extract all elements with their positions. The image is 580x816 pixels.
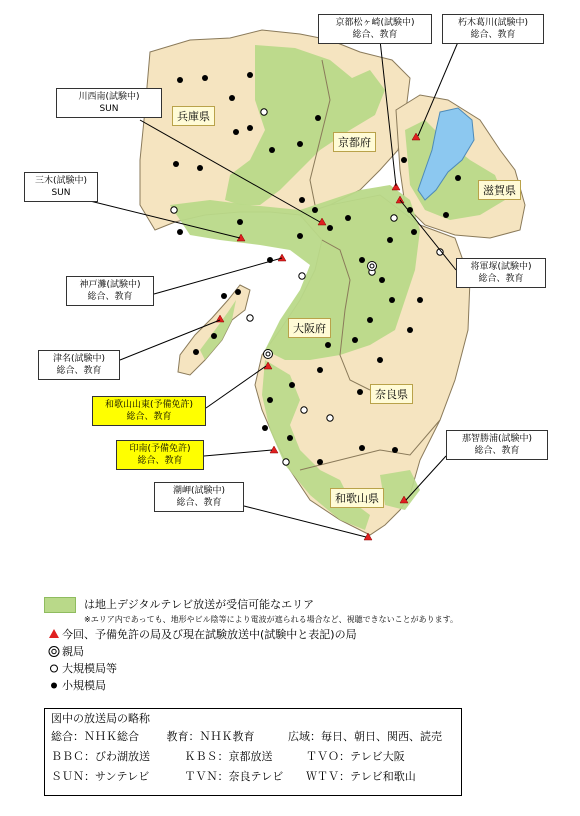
abbreviations-row	[51, 727, 455, 747]
legend-small-text: 小規模局	[62, 679, 106, 692]
callout-sub: 総合、教育	[137, 456, 183, 466]
callout-shogunzuka	[456, 258, 546, 288]
callout-wakayama-santo	[92, 396, 206, 426]
legend-large-text: 大規模局等	[62, 662, 117, 675]
abbr-item: ＫＢＳ：京都放送	[184, 750, 273, 763]
abbr-item: ＷＴＶ：テレビ和歌山	[306, 770, 416, 783]
callout-sub: 総合、教育	[474, 446, 520, 456]
callout-sub: SUN	[99, 104, 119, 114]
land-awaji	[178, 285, 250, 375]
callout-shionomisaki	[154, 482, 244, 512]
abbreviations-row	[51, 767, 455, 787]
callout-name: 京都松ヶ崎(試験中)	[335, 18, 415, 28]
callout-sub: 総合、教育	[126, 412, 172, 422]
legend-area-row	[44, 596, 564, 613]
red-triangle-icon	[46, 626, 62, 643]
callout-kobe	[66, 276, 154, 306]
coverage-swatch	[44, 597, 76, 613]
filled-dot-icon	[46, 677, 62, 694]
callout-nachikatsuura	[446, 430, 548, 460]
abbr-item: 教育：ＮＨＫ教育	[166, 730, 255, 743]
pref-label-wakayama: 和歌山県	[330, 488, 384, 508]
callout-name: 印南(予備免許)	[129, 444, 191, 454]
callout-inami	[116, 440, 204, 470]
abbr-item: 広域：毎日、朝日、関西、読売	[288, 730, 442, 743]
pref-label-osaka: 大阪府	[288, 318, 331, 338]
callout-sub: 総合、教育	[56, 366, 102, 376]
callout-miki	[24, 172, 98, 202]
callout-sub: 総合、教育	[478, 274, 524, 284]
callout-sub: 総合、教育	[470, 30, 516, 40]
legend-trial-row	[44, 626, 564, 643]
pref-label-kyoto: 京都府	[333, 132, 376, 152]
hollow-circle-icon	[46, 660, 62, 677]
callout-name: 三木(試験中)	[34, 176, 88, 186]
callout-name: 潮岬(試験中)	[172, 486, 226, 496]
abbr-item: ＴＶＮ：奈良テレビ	[184, 770, 284, 783]
callout-sub: 総合、教育	[352, 30, 398, 40]
legend-parent-row	[44, 643, 564, 660]
map-legend	[44, 596, 564, 694]
pref-label-nara: 奈良県	[370, 384, 413, 404]
abbr-item: ＳＵＮ：サンテレビ	[51, 770, 150, 783]
abbr-item: ＢＢＣ：びわ湖放送	[51, 750, 150, 763]
pref-label-shiga: 滋賀県	[478, 180, 521, 200]
callout-sub: 総合、教育	[87, 292, 133, 302]
pref-label-hyogo: 兵庫県	[172, 106, 215, 126]
legend-parent-text: 親局	[62, 645, 84, 658]
abbr-item: ＴＶＯ：テレビ大阪	[306, 750, 405, 763]
legend-area-text: は地上デジタルテレビ放送が受信可能なエリア	[84, 598, 315, 611]
abbreviations-row	[51, 747, 455, 767]
callout-name: 神戸灘(試験中)	[79, 280, 141, 290]
double-circle-icon	[46, 643, 62, 660]
callout-tsuna	[38, 350, 120, 380]
abbreviations-box	[44, 708, 462, 796]
callout-name: 川西南(試験中)	[78, 92, 140, 102]
callout-name: 将軍塚(試験中)	[470, 262, 532, 272]
abbreviations-title: 図中の放送局の略称	[51, 712, 150, 725]
callout-kutsuki	[442, 14, 544, 44]
legend-small-row	[44, 677, 564, 694]
callout-kyoto-matsugasaki	[318, 14, 432, 44]
callout-sub: 総合、教育	[176, 498, 222, 508]
callout-name: 和歌山山東(予備免許)	[104, 400, 194, 410]
callout-sub: SUN	[51, 188, 71, 198]
callout-name: 那智勝浦(試験中)	[461, 434, 533, 444]
legend-trial-text: 今回、予備免許の局及び現在試験放送中(試験中と表記)の局	[62, 628, 357, 641]
abbr-item: 総合：ＮＨＫ総合	[51, 730, 139, 743]
callout-name: 津名(試験中)	[52, 354, 106, 364]
callout-name: 朽木葛川(試験中)	[457, 18, 529, 28]
callout-kawanishi	[56, 88, 162, 118]
legend-large-row	[44, 660, 564, 677]
legend-note: ※エリア内であっても、地形やビル陰等により電波が遮られる場合など、視聴できないことがあります。	[84, 615, 458, 624]
